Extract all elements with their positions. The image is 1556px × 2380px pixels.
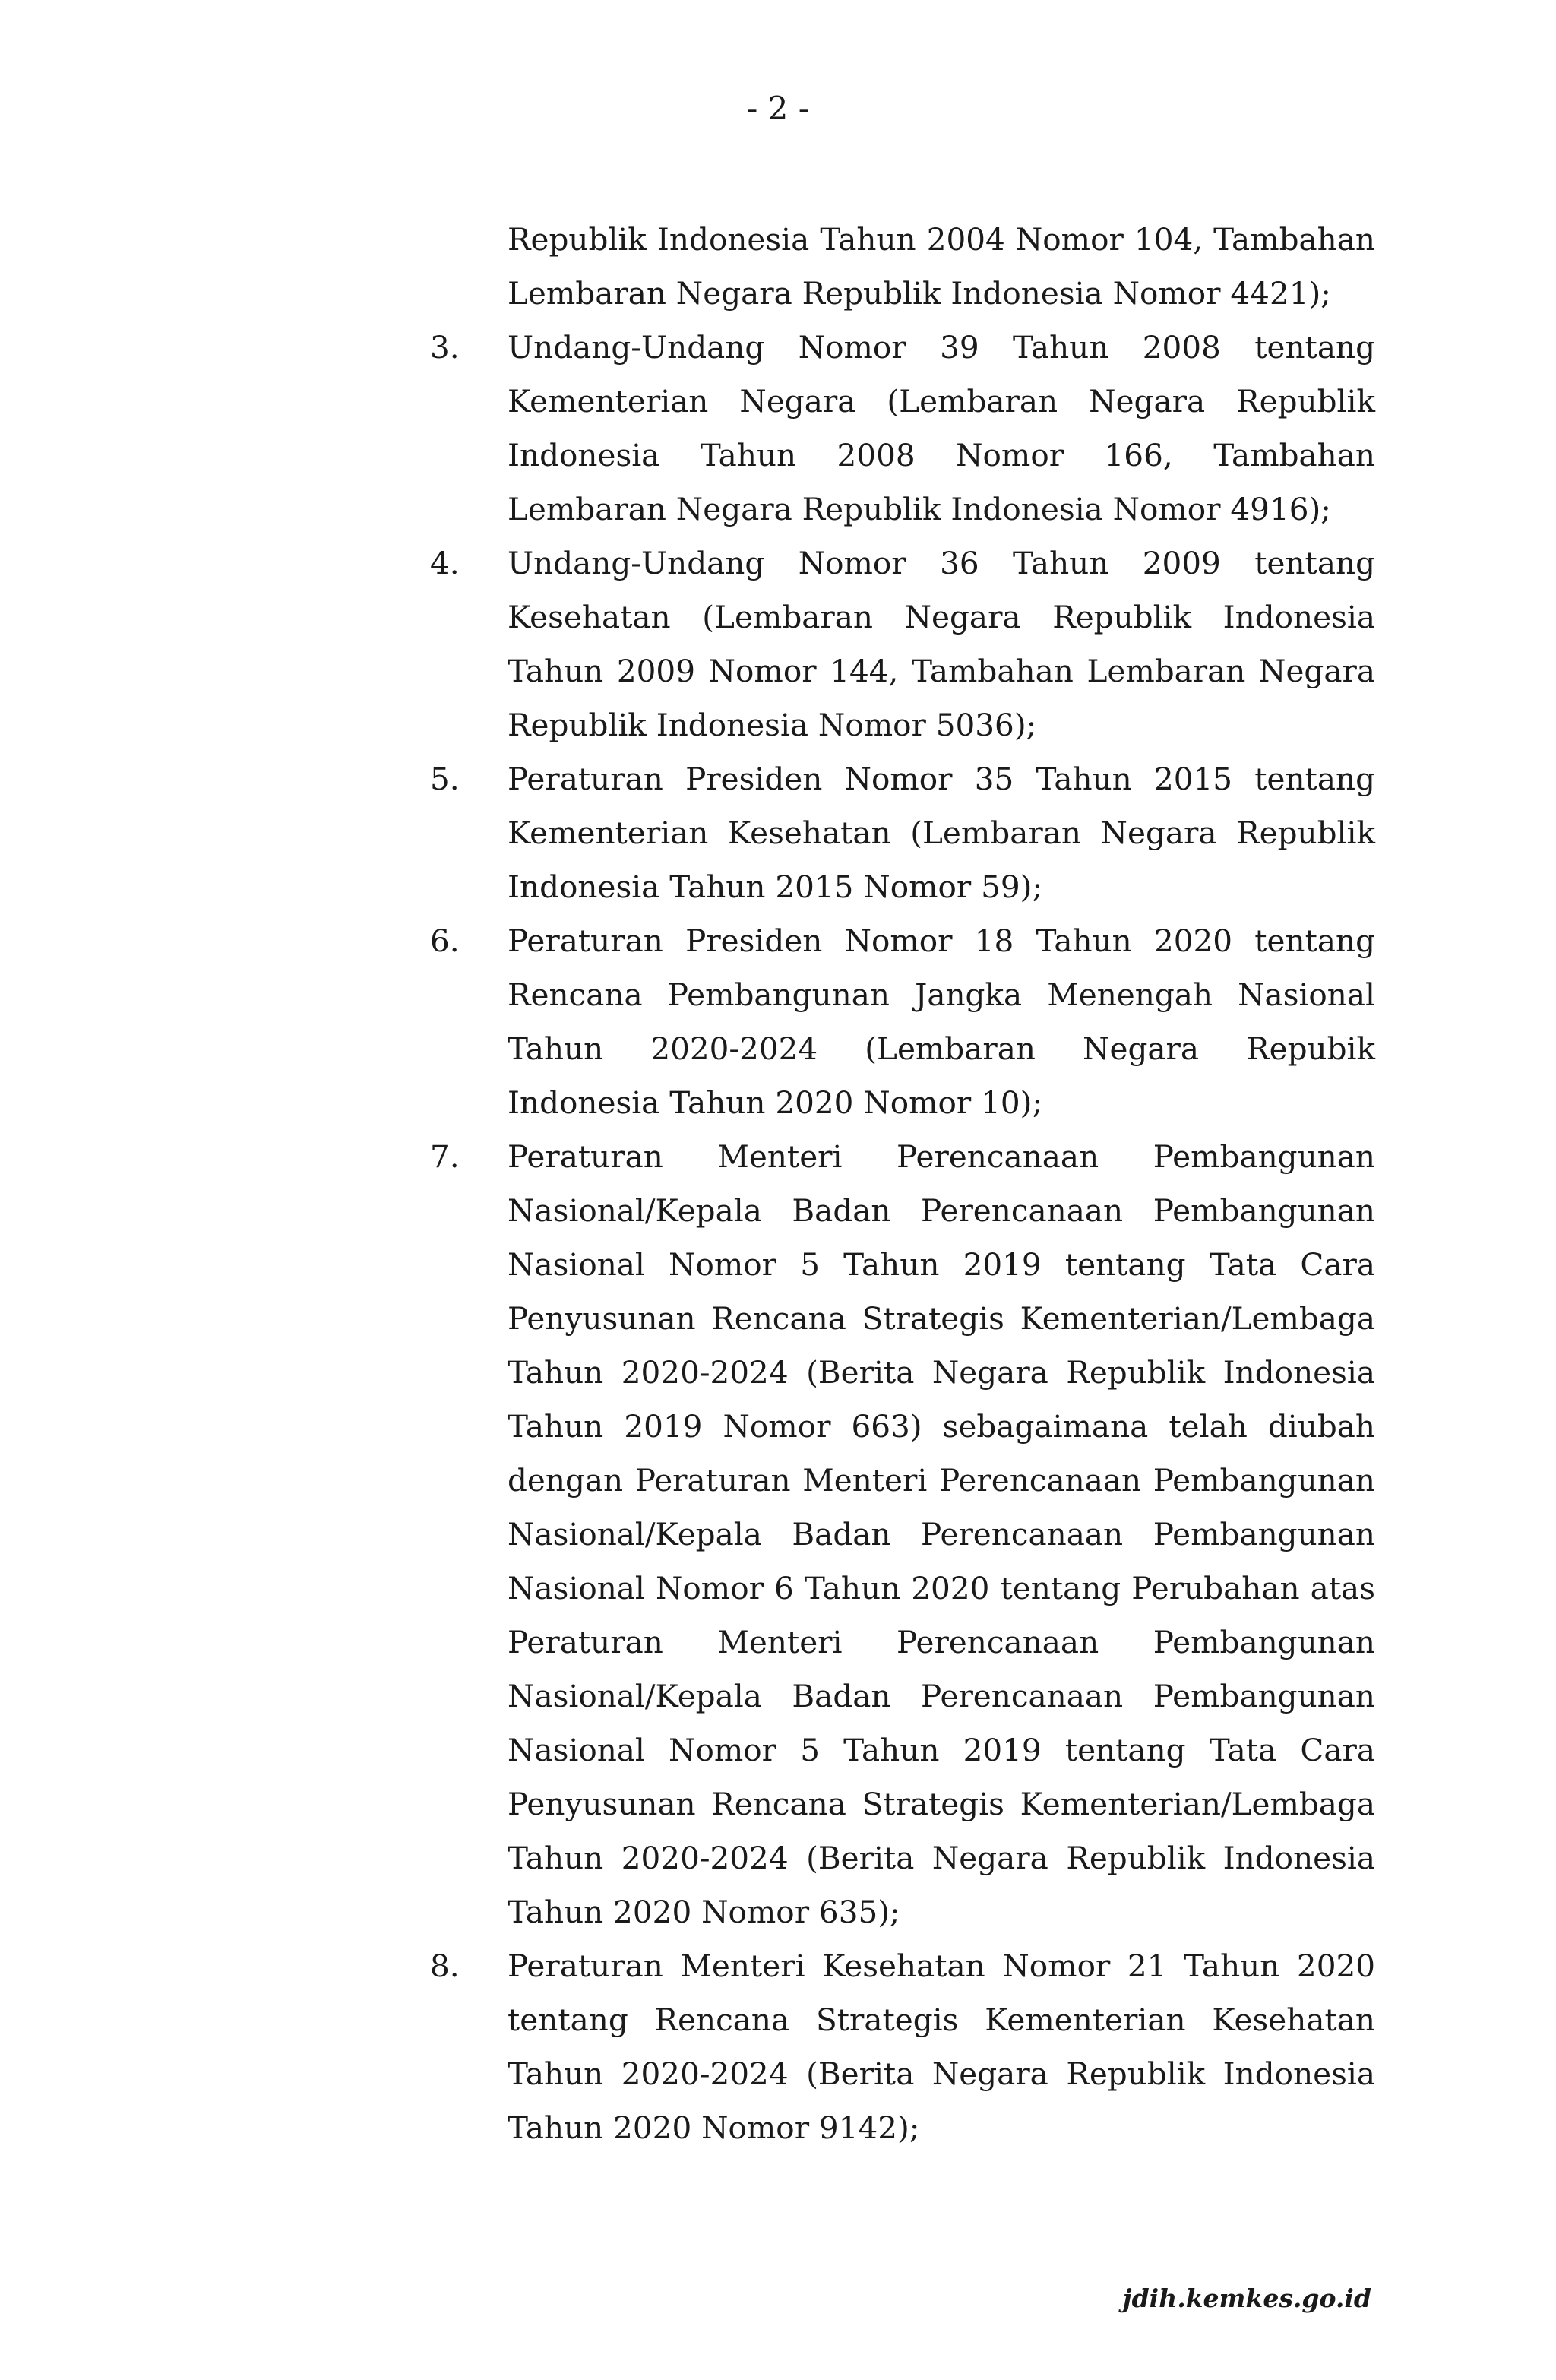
list-item <box>430 321 1375 536</box>
list-item-text: Peraturan Menteri Perencanaan Pembangunan Nasional/Kepala Badan Perencanaan Pembangunan Nasional Nomor 5 Tahun 2019 tentang Tata Cara Penyusunan Rencana Strategis Kementerian/Lembaga Tahun 2020-2024 (Berita Negara Republik Indonesia Tahun 2019 Nomor 663) sebagaimana telah diubah dengan Peraturan Menteri Perencanaan Pembangunan Nasional/Kepala Badan Perencanaan Pembangunan Nasional Nomor 6 Tahun 2020 tentang Perubahan atas Peraturan Menteri Perencanaan Pembangunan Nasional/Kepala Badan Perencanaan Pembangunan Nasional Nomor 5 Tahun 2019 tentang Tata Cara Penyusunan Rencana Strategis Kementerian/Lembaga Tahun 2020-2024 (Berita Negara Republik Indonesia Tahun 2020 Nomor 635); <box>508 1138 1375 1930</box>
list-item-number: 6. <box>430 923 460 959</box>
list-item-text: Undang-Undang Nomor 36 Tahun 2009 tentang Kesehatan (Lembaran Negara Republik Indonesia Tahun 2009 Nomor 144, Tambahan Lembaran Negara Republik Indonesia Nomor 5036); <box>508 545 1375 743</box>
list-item <box>430 213 1375 321</box>
list-item-number: 8. <box>430 1948 460 1984</box>
list-item-text: Peraturan Presiden Nomor 18 Tahun 2020 tentang Rencana Pembangunan Jangka Menengah Nasional Tahun 2020-2024 (Lembaran Negara Repubik Indonesia Tahun 2020 Nomor 10); <box>508 923 1375 1121</box>
list-item <box>430 752 1375 914</box>
list-item-text: Republik Indonesia Tahun 2004 Nomor 104, Tambahan Lembaran Negara Republik Indonesia Nomor 4421); <box>508 221 1375 312</box>
list-item-number: 7. <box>430 1138 460 1175</box>
list-item-text: Undang-Undang Nomor 39 Tahun 2008 tentang Kementerian Negara (Lembaran Negara Republik Indonesia Tahun 2008 Nomor 166, Tambahan Lembaran Negara Republik Indonesia Nomor 4916); <box>508 329 1375 527</box>
list-item-number: 4. <box>430 545 460 581</box>
list-item <box>430 914 1375 1130</box>
page-number: - 2 - <box>747 90 809 127</box>
footer-website: jdih.kemkes.go.id <box>1122 2283 1371 2313</box>
list-item <box>430 1130 1375 1939</box>
list-item-text: Peraturan Presiden Nomor 35 Tahun 2015 tentang Kementerian Kesehatan (Lembaran Negara Republik Indonesia Tahun 2015 Nomor 59); <box>508 761 1375 905</box>
regulation-list <box>430 213 1375 2155</box>
list-item-text: Peraturan Menteri Kesehatan Nomor 21 Tahun 2020 tentang Rencana Strategis Kementerian Kesehatan Tahun 2020-2024 (Berita Negara Republik Indonesia Tahun 2020 Nomor 9142); <box>508 1948 1375 2146</box>
list-item-number: 3. <box>430 329 460 366</box>
list-item <box>430 1939 1375 2155</box>
list-item <box>430 536 1375 752</box>
list-item-number: 5. <box>430 761 460 797</box>
